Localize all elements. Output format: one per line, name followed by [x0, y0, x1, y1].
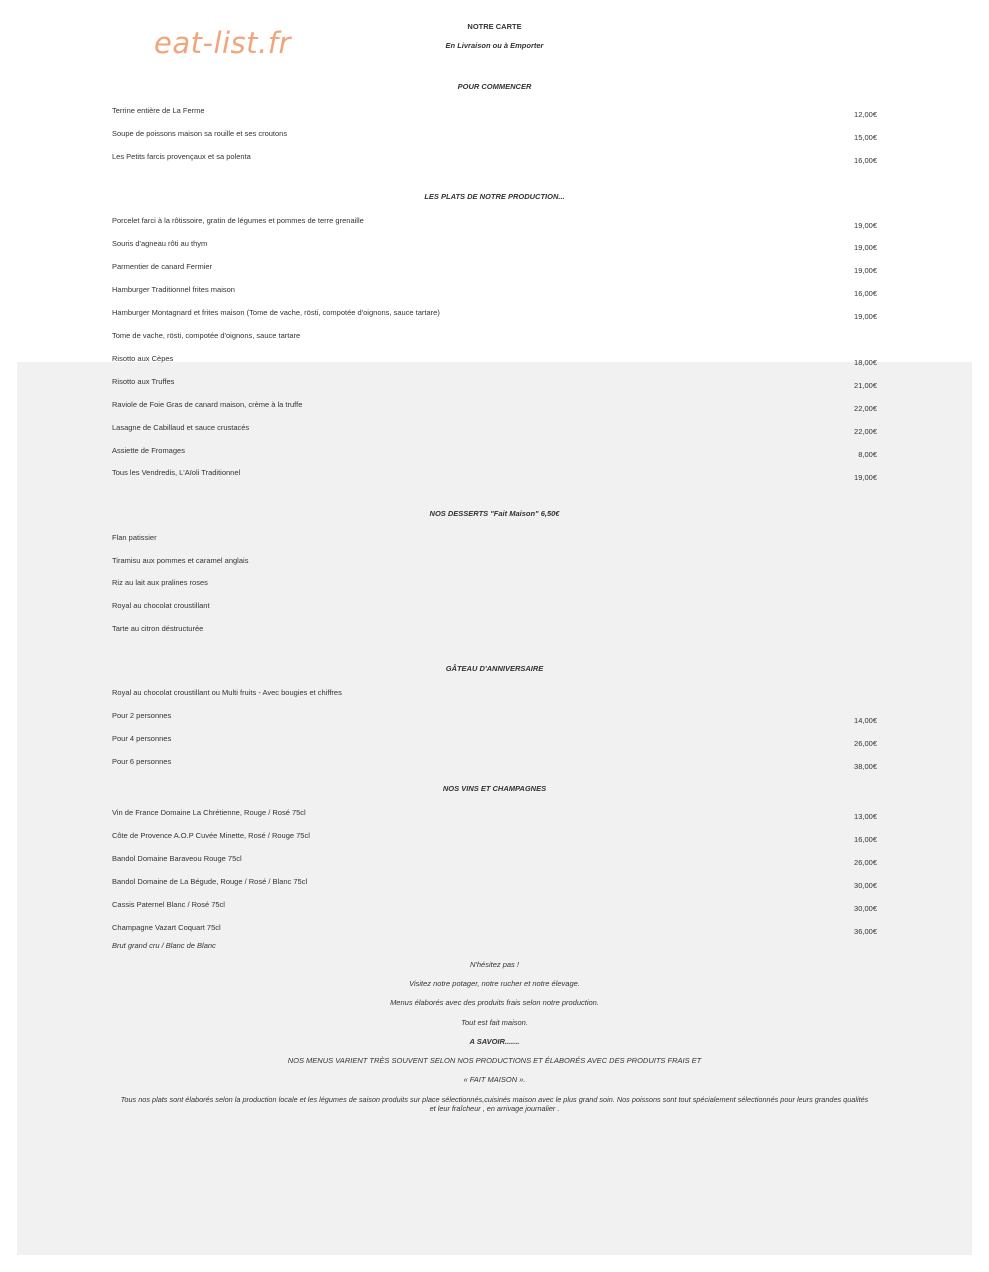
menu-item: Champagne Vazart Coquart 75cl — [112, 923, 221, 932]
footer-line: « FAIT MAISON ». — [463, 1075, 526, 1084]
menu-item: Hamburger Traditionnel frites maison — [112, 285, 235, 294]
menu-item: Pour 2 personnes — [112, 711, 172, 720]
menu-item: Lasagne de Cabillaud et sauce crustacés — [112, 423, 250, 432]
cake-intro: Royal au chocolat croustillant ou Multi fruits - Avec bougies et chiffres — [112, 688, 342, 697]
menu-subtitle: En Livraison ou à Emporter — [445, 41, 544, 50]
menu-item: Raviole de Foie Gras de canard maison, crème à la truffe — [112, 400, 303, 409]
menu-item: Tarte au citron déstructurée — [112, 624, 204, 633]
item-price: 38,00€ — [854, 762, 877, 771]
item-price: 13,00€ — [854, 812, 877, 821]
menu-item: Pour 6 personnes — [112, 757, 172, 766]
footer-line: N'hésitez pas ! — [470, 960, 519, 969]
item-price: 8,00€ — [858, 450, 877, 459]
watermark-logo: eat-list.fr — [154, 26, 291, 60]
menu-item: Tous les Vendredis, L'Aïoli Traditionnel — [112, 468, 241, 477]
item-price: 12,00€ — [854, 110, 877, 119]
section-heading-mains: LES PLATS DE NOTRE PRODUCTION... — [424, 192, 565, 201]
item-price: 16,00€ — [854, 289, 877, 298]
menu-item: Cassis Paternel Blanc / Rosé 75cl — [112, 900, 225, 909]
menu-item: Tiramisu aux pommes et caramel anglais — [112, 556, 249, 565]
item-price: 19,00€ — [854, 473, 877, 482]
item-price: 36,00€ — [854, 927, 877, 936]
menu-item: Risotto aux Cèpes — [112, 354, 174, 363]
menu-item: Assiette de Fromages — [112, 446, 185, 455]
item-price: 16,00€ — [854, 835, 877, 844]
item-price: 19,00€ — [854, 266, 877, 275]
menu-title: NOTRE CARTE — [467, 22, 522, 31]
menu-item: Flan patissier — [112, 533, 157, 542]
menu-item: Riz au lait aux pralines roses — [112, 578, 208, 587]
item-price: 15,00€ — [854, 133, 877, 142]
menu-item: Côte de Provence A.O.P Cuvée Minette, Rosé / Rouge 75cl — [112, 831, 310, 840]
menu-item: Bandol Domaine de La Bégude, Rouge / Rosé / Blanc 75cl — [112, 877, 308, 886]
menu-item: Royal au chocolat croustillant — [112, 601, 210, 610]
section-heading-cake: GÂTEAU D'ANNIVERSAIRE — [445, 664, 544, 673]
section-heading-starters: POUR COMMENCER — [457, 82, 532, 91]
menu-item: Hamburger Montagnard et frites maison (Tome de vache, rösti, compotée d'oignons, sauce tartare) — [112, 308, 440, 317]
menu-item: Bandol Domaine Baraveou Rouge 75cl — [112, 854, 242, 863]
item-price: 21,00€ — [854, 381, 877, 390]
item-price: 22,00€ — [854, 427, 877, 436]
menu-item: Vin de France Domaine La Chrétienne, Rouge / Rosé 75cl — [112, 808, 306, 817]
menu-item: Parmentier de canard Fermier — [112, 262, 213, 271]
menu-item: Risotto aux Truffes — [112, 377, 175, 386]
footer-heading: A SAVOIR....... — [469, 1037, 520, 1046]
section-heading-wines: NOS VINS ET CHAMPAGNES — [442, 784, 547, 793]
item-price: 22,00€ — [854, 404, 877, 413]
wine-note: Brut grand cru / Blanc de Blanc — [112, 941, 216, 950]
section-heading-desserts: NOS DESSERTS "Fait Maison" 6,50€ — [429, 509, 560, 518]
item-price: 14,00€ — [854, 716, 877, 725]
menu-item: Soupe de poissons maison sa rouille et ses croutons — [112, 129, 288, 138]
item-price: 19,00€ — [854, 221, 877, 230]
item-price: 30,00€ — [854, 904, 877, 913]
item-price: 19,00€ — [854, 312, 877, 321]
item-price: 26,00€ — [854, 858, 877, 867]
item-price: 26,00€ — [854, 739, 877, 748]
menu-item: Terrine entière de La Ferme — [112, 106, 205, 115]
item-price: 18,00€ — [854, 358, 877, 367]
item-price: 19,00€ — [854, 243, 877, 252]
menu-item: Souris d'agneau rôti au thym — [112, 239, 208, 248]
footer-line: Tout est fait maison. — [461, 1018, 528, 1027]
menu-item: Tome de vache, rösti, compotée d'oignons, sauce tartare — [112, 331, 301, 340]
footer-line: NOS MENUS VARIENT TRÈS SOUVENT SELON NOS PRODUCTIONS ET ÉLABORÉS AVEC DES PRODUITS FRAIS ET — [287, 1056, 702, 1065]
item-price: 16,00€ — [854, 156, 877, 165]
footer-line: Menus élaborés avec des produits frais selon notre production. — [390, 998, 599, 1007]
footer-line: Visitez notre potager, notre rucher et notre élevage. — [409, 979, 580, 988]
menu-item: Porcelet farci à la rôtissoire, gratin de légumes et pommes de terre grenaille — [112, 216, 364, 225]
item-price: 30,00€ — [854, 881, 877, 890]
menu-item: Les Petits farcis provençaux et sa polenta — [112, 152, 251, 161]
menu-item: Pour 4 personnes — [112, 734, 172, 743]
footer-paragraph: Tous nos plats sont élaborés selon la production locale et les légumes de saison produits sur place sélectionnés,cuisinés maison avec le plus grand soin. Nos poissons sont tout spécialement sélectionnés pour leurs grandes qualités et leur fraîcheur , en arrivage journalier . — [120, 1095, 869, 1113]
